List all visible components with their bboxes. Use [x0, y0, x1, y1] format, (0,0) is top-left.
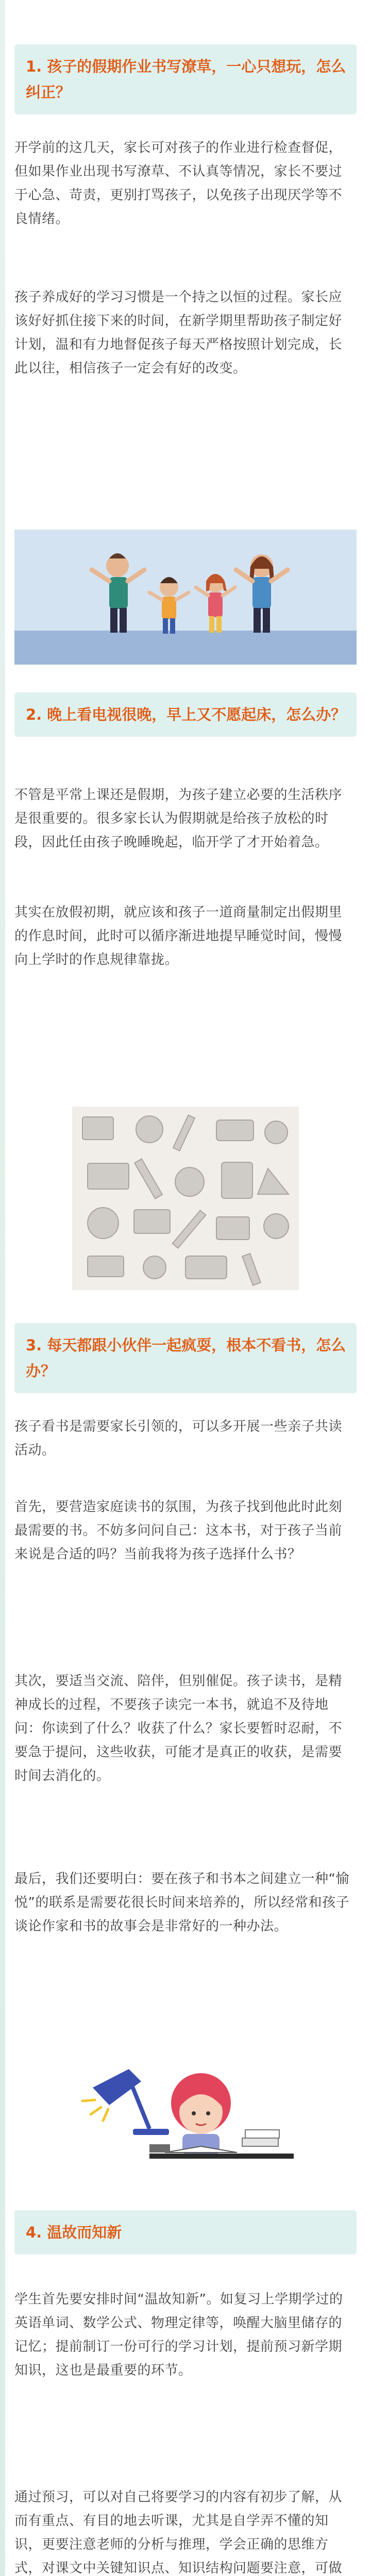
family-exercise-illustration [14, 530, 357, 665]
girl-studying-illustration [72, 2052, 299, 2185]
section-3-heading: 3. 每天都跟小伙伴一起疯耍，根本不看书，怎么办？ [14, 1323, 357, 1393]
school-supplies-pattern [72, 1107, 299, 1290]
section-3-paragraph-1: 孩子看书是需要家长引领的，可以多开展一些亲子共读活动。 [14, 1419, 343, 1458]
section-4-paragraph-1: 学生首先要安排时间“温故知新”。如复习上学期学过的英语单词、数学公式、物理定律等，唤醒大脑里储存的记忆；提前制订一份可行的学习计划，提前预习新学期知识，这也是最重要的环节。 [14, 2292, 343, 2378]
left-decorative-strip [0, 0, 5, 2576]
section-1-heading: 1. 孩子的假期作业书写潦草，一心只想玩，怎么纠正？ [14, 44, 357, 114]
section-2-paragraph-1: 不管是平常上课还是假期，为孩子建立必要的生活秩序是很重要的。很多家长认为假期就是给孩子放松的时段，因此任由孩子晚睡晚起，临开学了才开始着急。 [14, 787, 343, 850]
section-3-paragraph-4: 最后，我们还要明白：要在孩子和书本之间建立一种“愉悦”的联系是需要花很长时间来培养的，所以经常和孩子谈论作家和书的故事会是非常好的一种办法。 [14, 1871, 349, 1934]
section-3-paragraph-2: 首先，要营造家庭读书的氛围，为孩子找到他此时此刻最需要的书。不妨多问问自己：这本书，对于孩子当前来说是合适的吗？当前我将为孩子选择什么书？ [14, 1499, 343, 1562]
section-2-heading: 2. 晚上看电视很晚，早上又不愿起床，怎么办？ [14, 692, 357, 737]
section-1-paragraph-1: 开学前的这几天，家长可对孩子的作业进行检查督促，但如果作业出现书写潦草、不认真等情况，家长不要过于心急、苛责，更别打骂孩子，以免孩子出现厌学等不良情绪。 [14, 140, 343, 227]
section-2-paragraph-2: 其实在放假初期，就应该和孩子一道商量制定出假期里的作息时间，此时可以循序渐进地提早睡觉时间，慢慢向上学时的作息规律靠拢。 [14, 905, 343, 968]
section-1-paragraph-2: 孩子养成好的学习习惯是一个持之以恒的过程。家长应该好好抓住接下来的时间，在新学期里帮助孩子制定好计划，温和有力地督促孩子每天严格按照计划完成，长此以往，相信孩子一定会有好的改变。 [14, 290, 343, 376]
section-3-paragraph-3: 其次，要适当交流、陪伴，但别催促。孩子读书，是精神成长的过程，不要孩子读完一本书，就追不及待地问：你读到了什么？收获了什么？家长要暂时忍耐，不要急于提问，这些收获，可能才是真正的收获，是需要时间去消化的。 [14, 1673, 343, 1784]
section-4-heading: 4. 温故而知新 [14, 2210, 357, 2255]
section-4-paragraph-2: 通过预习，可以对自己将要学习的内容有初步了解，从而有重点、有目的地去听课，尤其是自学弄不懂的知识，更要注意老师的分析与推理，学会正确的思维方式，对课文中关键知识点、知识结构问题要注意，可做 [14, 2489, 343, 2576]
